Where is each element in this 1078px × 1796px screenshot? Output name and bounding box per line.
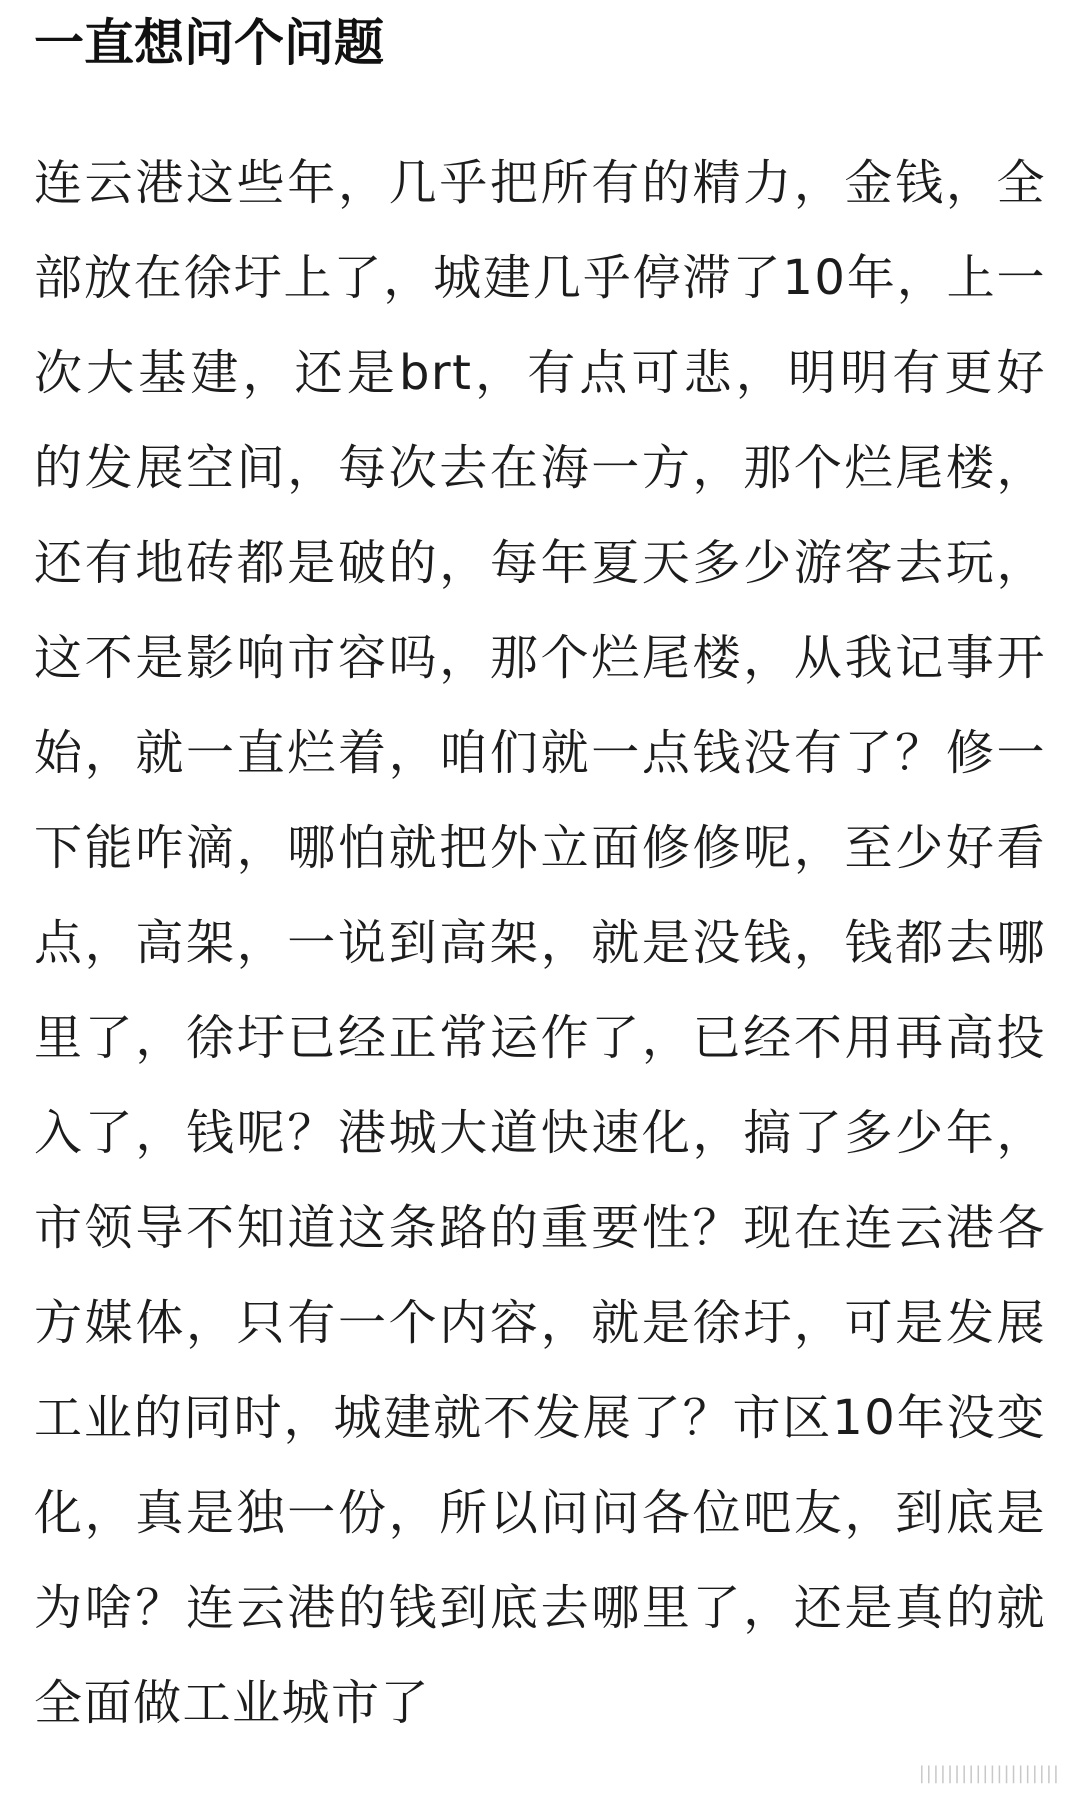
post <box>34 0 1046 1751</box>
watermark: |||||||||||||||||||| <box>918 1763 1060 1784</box>
post-title: 一直想问个问题 <box>34 14 384 72</box>
post-body: 连云港这些年，几乎把所有的精力，金钱，全部放在徐圩上了，城建几乎停滞了10年，上一次大基建，还是brt，有点可悲，明明有更好的发展空间，每次去在海一方，那个烂尾楼，还有地砖都是破的，每年夏天多少游客去玩，这不是影响市容吗，那个烂尾楼，从我记事开始，就一直烂着，咱们就一点钱没有了？修一下能咋滴，哪怕就把外立面修修呢，至少好看点，高架，一说到高架，就是没钱，钱都去哪里了，徐圩已经正常运作了，已经不用再高投入了，钱呢？港城大道快速化，搞了多少年，市领导不知道这条路的重要性？现在连云港各方媒体，只有一个内容，就是徐圩，可是发展工业的同时，城建就不发展了？市区10年没变化，真是独一份，所以问问各位吧友，到底是为啥？连云港的钱到底去哪里了，还是真的就全面做工业城市了 <box>34 155 1046 1731</box>
